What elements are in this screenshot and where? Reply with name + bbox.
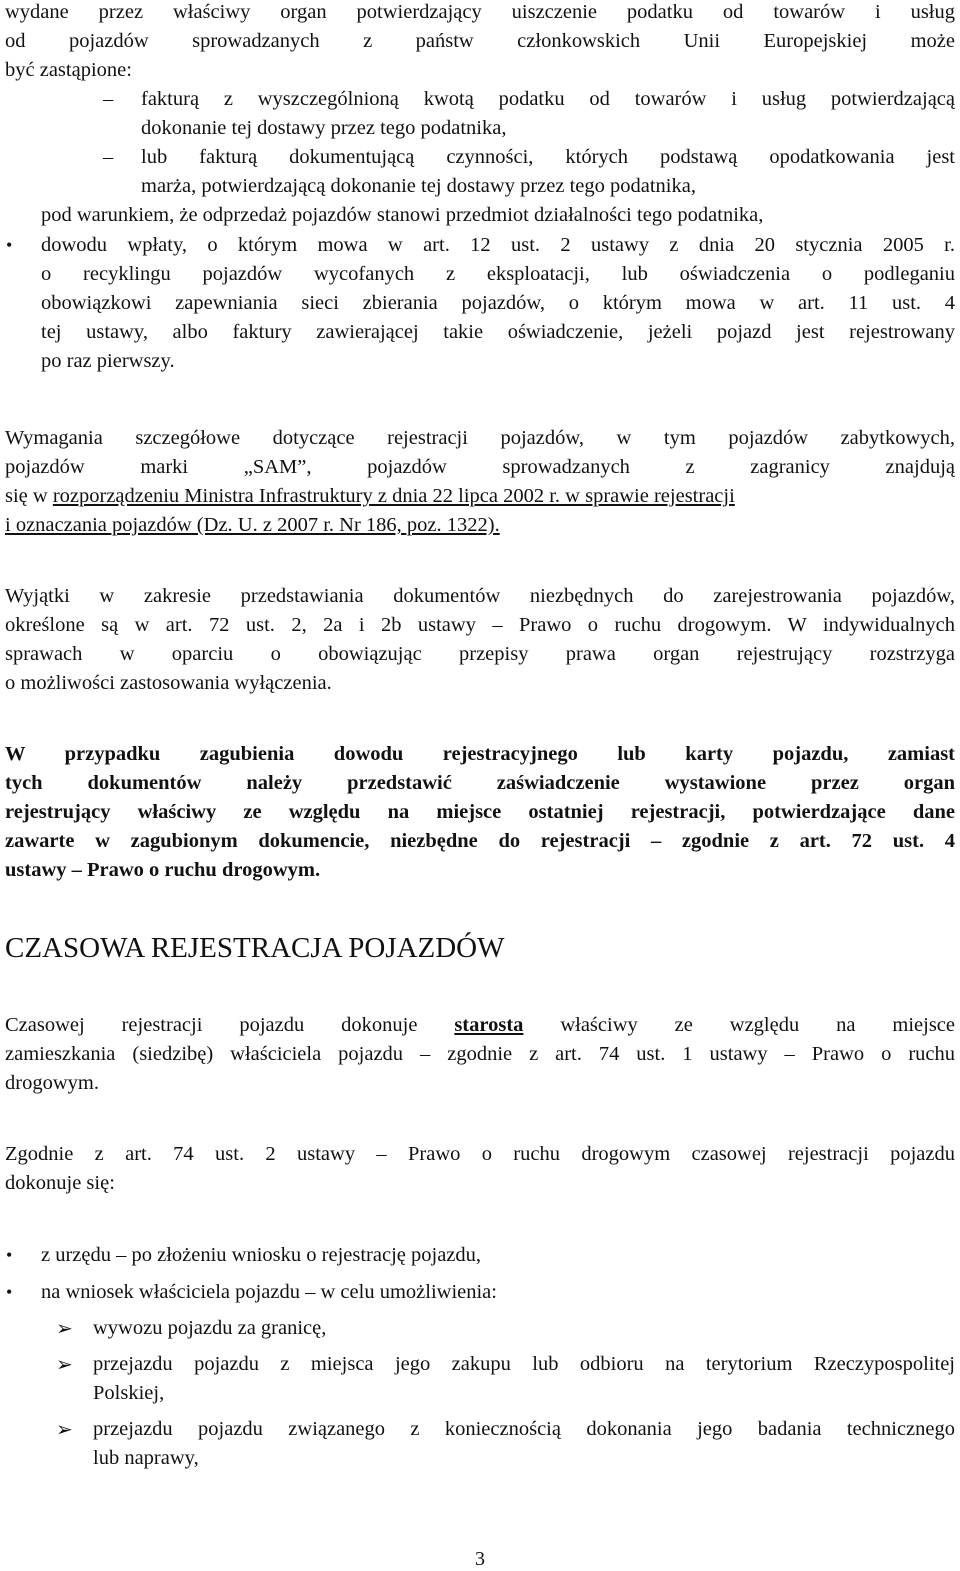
arrow-bullet-icon: ➢ (56, 1417, 73, 1441)
dash-item-1-line-1: fakturą z wyszczególnioną kwotą podatku od towarów i usług potwierdzającą (141, 88, 955, 110)
requirements-line-4 (5, 511, 500, 540)
bullet-a-line-1: dowodu wpłaty, o którym mowa w art. 12 ust. 2 ustawy z dnia 20 stycznia 2005 r. (41, 234, 955, 256)
regulation-link[interactable]: rozporządzeniu Ministra Infrastruktury z dnia 22 lipca 2002 r. w sprawie rejestracji (52, 485, 735, 507)
section-heading: CZASOWA REJESTRACJA POJAZDÓW (5, 932, 505, 964)
arrow-item-2-line-2: Polskiej, (93, 1382, 165, 1404)
arrow-item-2-line-1: przejazdu pojazdu z miejsca jego zakupu lub odbioru na terytorium Rzeczypospolitej (93, 1353, 955, 1375)
arrow-item-3-line-2: lub naprawy, (93, 1447, 199, 1469)
lost-docs-line-4: zawarte w zagubionym dokumencie, niezbędne do rejestracji – zgodnie z art. 72 ust. 4 (5, 830, 955, 852)
lost-docs-line-1: W przypadku zagubienia dowodu rejestracyjnego lub karty pojazdu, zamiast (5, 743, 955, 765)
temp-line-3: drogowym. (5, 1072, 99, 1094)
exceptions-line-2: określone są w art. 72 ust. 2, 2a i 2b ustawy – Prawo o ruchu drogowym. W indywidualnych (5, 614, 955, 636)
art74-line-2: dokonuje się: (5, 1172, 115, 1194)
regulation-link-continued[interactable]: i oznaczania pojazdów (Dz. U. z 2007 r. Nr 186, poz. 1322). (5, 514, 500, 536)
arrow-bullet-icon: ➢ (56, 1352, 73, 1376)
dash-item-1-line-2: dokonanie tej dostawy przez tego podatnika, (141, 117, 507, 139)
dash-marker: – (103, 88, 114, 110)
requirements-line-3 (5, 482, 735, 511)
temp-line-2: zamieszkania (siedzibę) właściciela pojazdu – zgodnie z art. 74 ust. 1 ustawy – Prawo o ruchu (5, 1043, 955, 1065)
art74-line-1: Zgodnie z art. 74 ust. 2 ustawy – Prawo o ruchu drogowym czasowej rejestracji pojazdu (5, 1143, 955, 1165)
arrow-item-3-line-1: przejazdu pojazdu związanego z koniecznością dokonania jego badania technicznego (93, 1418, 955, 1440)
condition-line: pod warunkiem, że odprzedaż pojazdów stanowi przedmiot działalności tego podatnika, (41, 204, 764, 226)
exceptions-line-4: o możliwości zastosowania wyłączenia. (5, 672, 332, 694)
bullet-a-line-2: o recyklingu pojazdów wycofanych z eksploatacji, lub oświadczenia o podleganiu (41, 263, 955, 285)
requirements-line-2: pojazdów marki „SAM”, pojazdów sprowadzanych z zagranicy znajdują (5, 456, 955, 478)
bullet-a-line-4: tej ustawy, albo faktury zawierającej takie oświadczenie, jeżeli pojazd jest rejestrowany (41, 321, 955, 343)
bullet-b-item-2: na wniosek właściciela pojazdu – w celu umożliwienia: (41, 1281, 497, 1303)
temp-line-1-prefix: Czasowej rejestracji pojazdu dokonuje (5, 1014, 455, 1036)
dash-item-2-line-2: marża, potwierdzającą dokonanie tej dostawy przez tego podatnika, (141, 175, 696, 197)
intro-line-2: od pojazdów sprowadzanych z państw członkowskich Unii Europejskiej może (5, 30, 955, 52)
exceptions-line-1: Wyjątki w zakresie przedstawiania dokumentów niezbędnych do zarejestrowania pojazdów, (5, 585, 955, 607)
temp-line-1 (5, 1011, 955, 1040)
starosta-link[interactable]: starosta (454, 1014, 524, 1036)
lost-docs-line-5: ustawy – Prawo o ruchu drogowym. (5, 859, 321, 881)
arrow-bullet-icon: ➢ (56, 1316, 73, 1340)
intro-line-1: wydane przez właściwy organ potwierdzający uiszczenie podatku od towarów i usług (5, 1, 955, 23)
bullet-marker: • (6, 1245, 13, 1265)
dash-item-2-line-1: lub fakturą dokumentującą czynności, których podstawą opodatkowania jest (141, 146, 955, 168)
temp-line-1-suffix: właściwy ze względu na miejsce (523, 1014, 955, 1036)
bullet-a-line-3: obowiązkowi zapewniania sieci zbierania pojazdów, o którym mowa w art. 11 ust. 4 (41, 292, 955, 314)
requirements-line-3-prefix: się w (5, 485, 53, 507)
dash-marker: – (103, 146, 114, 168)
page-number: 3 (475, 1548, 485, 1570)
lost-docs-line-3: rejestrujący właściwy ze względu na miejsce ostatniej rejestracji, potwierdzające dane (5, 801, 955, 823)
bullet-b-item-1: z urzędu – po złożeniu wniosku o rejestrację pojazdu, (41, 1244, 482, 1266)
arrow-item-1-line-1: wywozu pojazdu za granicę, (93, 1317, 327, 1339)
requirements-line-1: Wymagania szczegółowe dotyczące rejestracji pojazdów, w tym pojazdów zabytkowych, (5, 427, 955, 449)
bullet-marker: • (6, 1282, 13, 1302)
exceptions-line-3: sprawach w oparciu o obowiązując przepisy prawa organ rejestrujący rozstrzyga (5, 643, 955, 665)
intro-line-3: być zastąpione: (5, 59, 132, 81)
document-page (5, 0, 955, 1569)
bullet-a-line-5: po raz pierwszy. (41, 350, 175, 372)
lost-docs-line-2: tych dokumentów należy przedstawić zaświadczenie wystawione przez organ (5, 772, 955, 794)
bullet-marker: • (6, 235, 13, 255)
